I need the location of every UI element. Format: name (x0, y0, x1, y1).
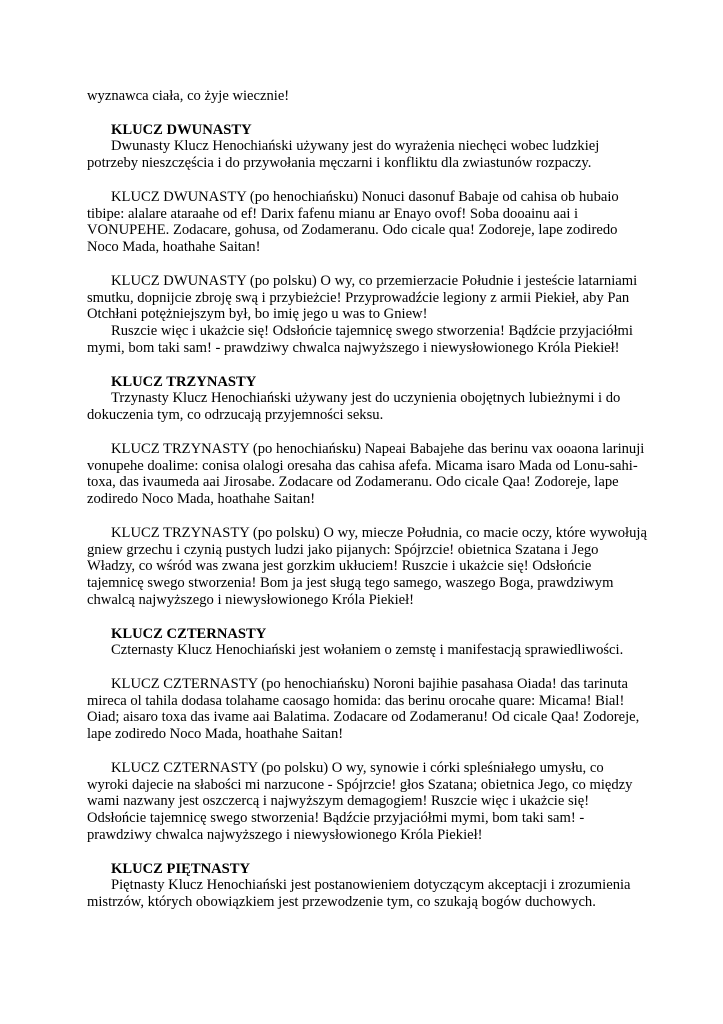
section-intro-14: Czternasty Klucz Henochiański jest wołaniem o zemstę i manifestacją sprawiedliwości. (111, 642, 624, 659)
section-heading-13: KLUCZ TRZYNASTY (111, 373, 257, 390)
spacer (87, 609, 647, 626)
section-heading-12: KLUCZ DWUNASTY (111, 121, 252, 138)
section-polish-12: KLUCZ DWUNASTY (po polsku) O wy, co przemierzacie Południe i jesteście latarniami smutku, dopnijcie zbroję swą i przybieżcie! Przyprowadźcie legiony z armii Piekieł, aby Pan Otchłani potężniejszym był, bo imię jego u was to Gniew! (87, 272, 638, 323)
spacer (87, 172, 647, 189)
section-polish-13: KLUCZ TRZYNASTY (po polsku) O wy, miecze Południa, co macie oczy, które wywołują gniew grzechu i czynią pustych ludzi jako pijanych: Spójrzcie! obietnica Szatana i Jego Władzy, co wśród was zwana jest gorzkim ukłuciem! Ruszcie i ukażcie się! Odsłońcie tajemnicę swego stworzenia! Bom ja jest sługą tego samego, waszego Boga, prawdziwym chwalcą najwyższego i niewysłowionego Króla Piekieł! (87, 524, 647, 608)
section-intro-15: Piętnasty Klucz Henochiański jest postanowieniem dotyczącym akceptacji i zrozumienia mistrzów, których obowiązkiem jest przewodzenie tym, co szukają bogów duchowych. (87, 877, 631, 911)
opening-line: wyznawca ciała, co żyje wiecznie! (87, 88, 290, 104)
section-heading-14: KLUCZ CZTERNASTY (111, 625, 267, 642)
spacer (87, 256, 647, 273)
spacer (87, 105, 647, 122)
section-enochian-14: KLUCZ CZTERNASTY (po henochiańsku) Noroni bajihie pasahasa Oiada! das tarinuta mireca ol tahila dodasa tolahame caosago homida: das berinu orocahe quare: Micama! Bial! Oiad; aisaro toxa das ivame aai Balatima. Zodacare od Zodameranu! Od cicale Qaa! Zodoreje, lape zodiredo Noco Mada, hoathahe Saitan! (87, 675, 640, 743)
spacer (87, 357, 647, 374)
spacer (87, 424, 647, 441)
section-intro-12: Dwunasty Klucz Henochiański używany jest do wyrażenia niechęci wobec ludzkiej potrzeby nieszczęścia i do przywołania męczarni i konfliktu dla zwiastunów rozpaczy. (87, 138, 600, 172)
section-intro-13: Trzynasty Klucz Henochiański używany jest do uczynienia obojętnych lubieżnymi i do dokuczenia tym, co odrzucają przyjemności seksu. (87, 390, 621, 424)
spacer (87, 508, 647, 525)
section-polish-14: KLUCZ CZTERNASTY (po polsku) O wy, synowie i córki spleśniałego umysłu, co wyroki dajecie na słabości mi narzucone - Spójrzcie! głos Szatana; obietnica Jego, co między wami nazwany jest oszczercą i najwyższym demagogiem! Ruszcie więc i ukażcie się! Odsłońcie tajemnicę swego stworzenia! Bądźcie przyjaciółmi mymi, bom taki sam! - prawdziwy chwalca najwyższego i niewysłowionego Króla Piekieł! (87, 759, 633, 844)
section-enochian-13: KLUCZ TRZYNASTY (po henochiańsku) Napeai Babajehe das berinu vax ooaona larinuji vonupehe doalime: conisa olalogi oresaha das cahisa afefa. Micama isaro Mada od Lonu-sahi-toxa, das ivaumeda aai Jirosabe. Zodacare od Zodameranu. Odo cicale Qaa! Zodoreje, lape zodiredo Noco Mada, hoathahe Saitan! (87, 440, 645, 508)
section-polish-12-continued: Ruszcie więc i ukażcie się! Odsłońcie tajemnicę swego stworzenia! Bądźcie przyjaciółmi mymi, bom taki sam! - prawdziwy chwalca najwyższego i niewysłowionego Króla Piekieł! (87, 323, 633, 356)
spacer (87, 844, 647, 861)
spacer (87, 743, 647, 760)
document-body (87, 88, 647, 911)
section-heading-15: KLUCZ PIĘTNASTY (111, 860, 251, 877)
section-enochian-12: KLUCZ DWUNASTY (po henochiańsku) Nonuci dasonuf Babaje od cahisa ob hubaio tibipe: alalare ataraahe od ef! Darix fafenu mianu ar Enayo ovof! Soba dooainu aai i VONUPEHE. Zodacare, gohusa, od Zodameranu. Odo cicale qua! Zodoreje, lape zodiredo Noco Mada, hoathahe Saitan! (87, 188, 619, 256)
spacer (87, 659, 647, 676)
